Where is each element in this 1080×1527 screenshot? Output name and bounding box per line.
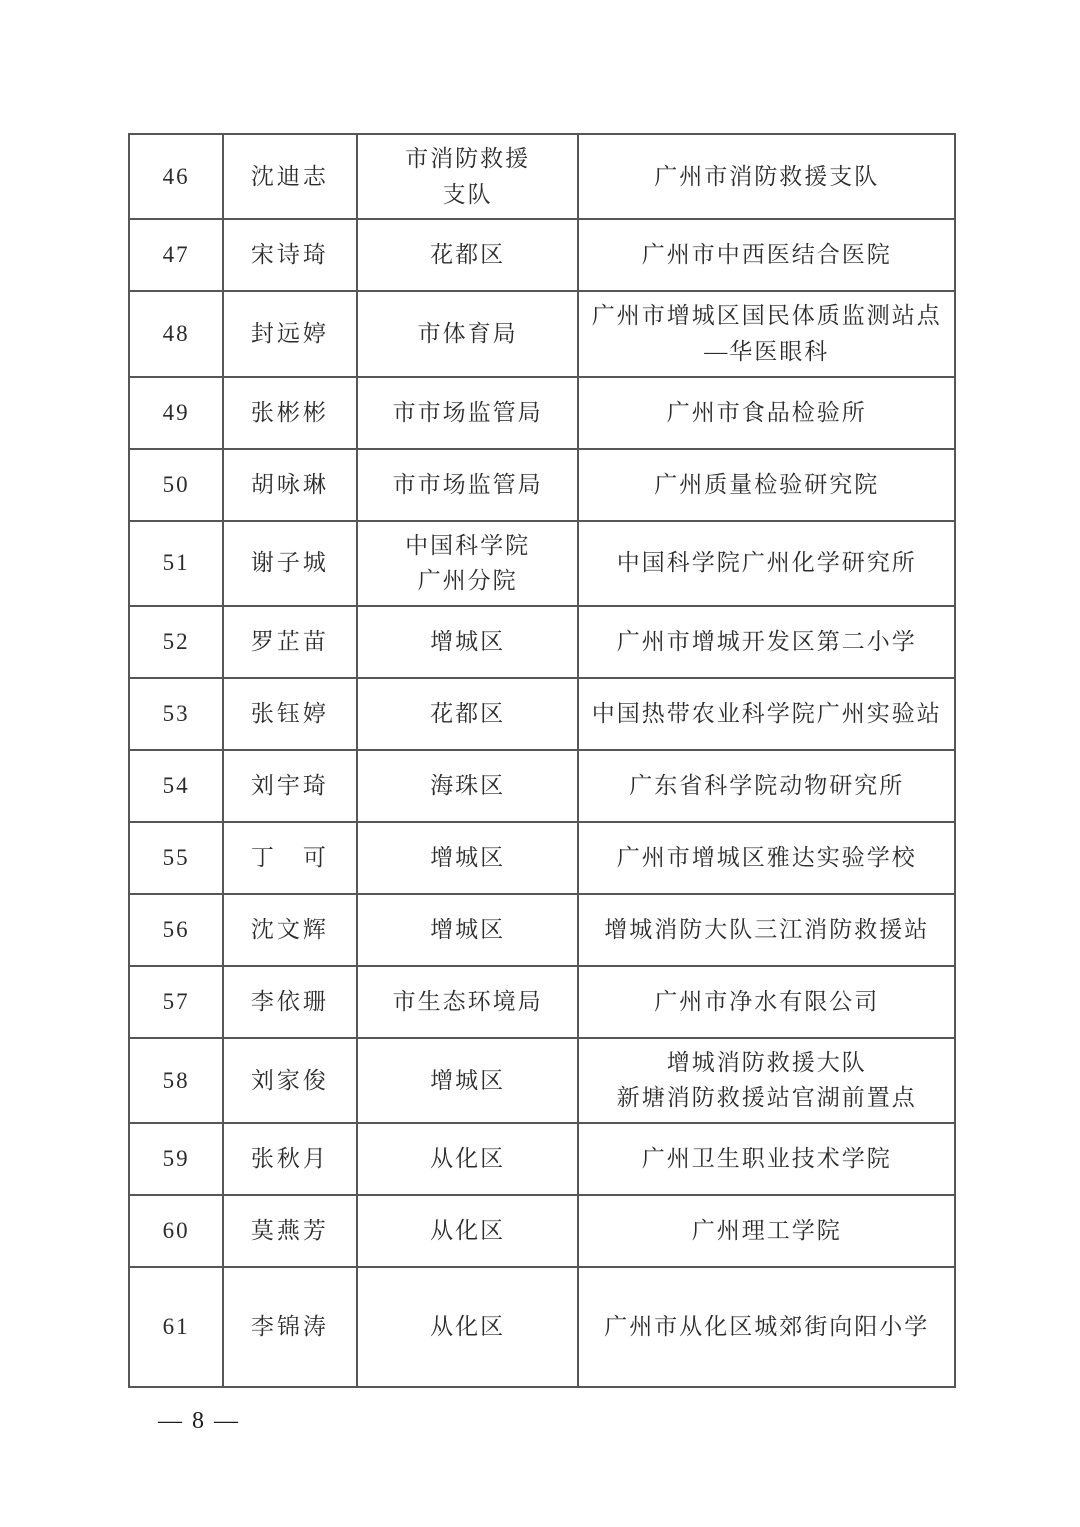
row-number-cell: 46 — [129, 134, 223, 219]
row-name-cell: 罗芷苗 — [223, 606, 357, 678]
row-organization-cell: 中国热带农业科学院广州实验站 — [578, 678, 955, 750]
row-organization-cell: 广州市增城区雅达实验学校 — [578, 822, 955, 894]
row-unit-cell: 海珠区 — [357, 750, 579, 822]
table-row — [129, 219, 955, 291]
row-organization-cell: 广州市净水有限公司 — [578, 966, 955, 1038]
row-organization-cell: 广州卫生职业技术学院 — [578, 1123, 955, 1195]
row-name-cell: 张彬彬 — [223, 377, 357, 449]
row-organization-cell: 增城消防大队三江消防救援站 — [578, 894, 955, 966]
row-organization-cell: 广州市中西医结合医院 — [578, 219, 955, 291]
row-name-cell: 沈文辉 — [223, 894, 357, 966]
row-organization-cell: 广东省科学院动物研究所 — [578, 750, 955, 822]
row-organization-cell: 中国科学院广州化学研究所 — [578, 521, 955, 606]
table-row — [129, 894, 955, 966]
row-number-cell: 47 — [129, 219, 223, 291]
table-row — [129, 1123, 955, 1195]
table-row — [129, 1195, 955, 1267]
row-organization-cell: 增城消防救援大队 新塘消防救援站官湖前置点 — [578, 1038, 955, 1123]
row-name-cell: 谢子城 — [223, 521, 357, 606]
row-unit-cell: 增城区 — [357, 1038, 579, 1123]
table-row — [129, 521, 955, 606]
row-number-cell: 54 — [129, 750, 223, 822]
row-number-cell: 53 — [129, 678, 223, 750]
row-organization-cell: 广州质量检验研究院 — [578, 449, 955, 521]
row-unit-cell: 增城区 — [357, 894, 579, 966]
table-row — [129, 449, 955, 521]
row-unit-cell: 中国科学院 广州分院 — [357, 521, 579, 606]
row-unit-cell: 花都区 — [357, 678, 579, 750]
row-number-cell: 60 — [129, 1195, 223, 1267]
row-unit-cell: 增城区 — [357, 822, 579, 894]
table-row — [129, 377, 955, 449]
row-number-cell: 52 — [129, 606, 223, 678]
roster-table-body — [129, 134, 955, 1387]
page-number-footer: — 8 — — [158, 1408, 240, 1434]
table-row — [129, 291, 955, 376]
table-row — [129, 606, 955, 678]
row-unit-cell: 市市场监管局 — [357, 377, 579, 449]
row-unit-cell: 市体育局 — [357, 291, 579, 376]
row-organization-cell: 广州市增城区国民体质监测站点 —华医眼科 — [578, 291, 955, 376]
table-row — [129, 966, 955, 1038]
row-organization-cell: 广州理工学院 — [578, 1195, 955, 1267]
table-row — [129, 1038, 955, 1123]
row-number-cell: 59 — [129, 1123, 223, 1195]
row-organization-cell: 广州市增城开发区第二小学 — [578, 606, 955, 678]
row-organization-cell: 广州市消防救援支队 — [578, 134, 955, 219]
row-unit-cell: 市消防救援 支队 — [357, 134, 579, 219]
row-number-cell: 55 — [129, 822, 223, 894]
row-number-cell: 49 — [129, 377, 223, 449]
row-name-cell: 莫燕芳 — [223, 1195, 357, 1267]
row-name-cell: 刘家俊 — [223, 1038, 357, 1123]
table-row — [129, 822, 955, 894]
row-name-cell: 张秋月 — [223, 1123, 357, 1195]
row-name-cell: 宋诗琦 — [223, 219, 357, 291]
row-unit-cell: 从化区 — [357, 1123, 579, 1195]
row-number-cell: 58 — [129, 1038, 223, 1123]
row-unit-cell: 市生态环境局 — [357, 966, 579, 1038]
row-number-cell: 57 — [129, 966, 223, 1038]
row-name-cell: 胡咏琳 — [223, 449, 357, 521]
table-row — [129, 1267, 955, 1387]
row-number-cell: 56 — [129, 894, 223, 966]
row-organization-cell: 广州市食品检验所 — [578, 377, 955, 449]
table-row — [129, 134, 955, 219]
table-row — [129, 750, 955, 822]
row-name-cell: 刘宇琦 — [223, 750, 357, 822]
row-number-cell: 61 — [129, 1267, 223, 1387]
row-organization-cell: 广州市从化区城郊街向阳小学 — [578, 1267, 955, 1387]
row-unit-cell: 从化区 — [357, 1195, 579, 1267]
row-name-cell: 李依珊 — [223, 966, 357, 1038]
row-unit-cell: 从化区 — [357, 1267, 579, 1387]
row-name-cell: 丁 可 — [223, 822, 357, 894]
row-name-cell: 李锦涛 — [223, 1267, 357, 1387]
row-unit-cell: 市市场监管局 — [357, 449, 579, 521]
roster-table — [128, 133, 956, 1388]
row-name-cell: 张钰婷 — [223, 678, 357, 750]
row-unit-cell: 花都区 — [357, 219, 579, 291]
row-name-cell: 封远婷 — [223, 291, 357, 376]
row-unit-cell: 增城区 — [357, 606, 579, 678]
row-name-cell: 沈迪志 — [223, 134, 357, 219]
row-number-cell: 48 — [129, 291, 223, 376]
row-number-cell: 51 — [129, 521, 223, 606]
row-number-cell: 50 — [129, 449, 223, 521]
table-row — [129, 678, 955, 750]
